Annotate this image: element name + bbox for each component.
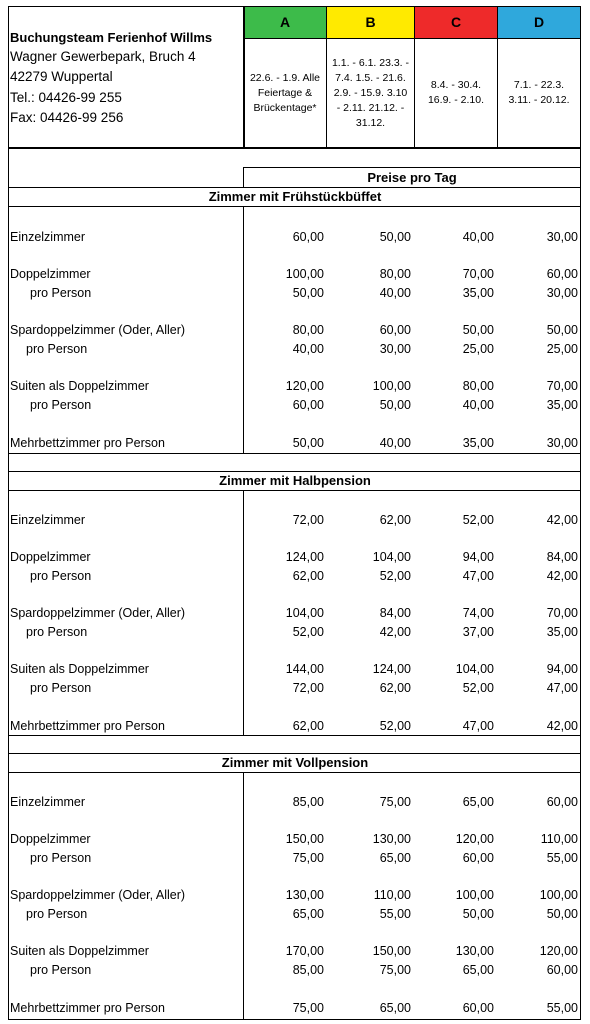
price-cell: 50,00 xyxy=(462,323,494,337)
header-border xyxy=(243,38,581,39)
price-cell: 62,00 xyxy=(379,681,411,695)
row-label: Mehrbettzimmer pro Person xyxy=(10,436,165,450)
season-a-dates xyxy=(244,40,326,146)
price-cell: 42,00 xyxy=(546,513,578,527)
row-label: Suiten als Doppelzimmer xyxy=(10,379,149,393)
header-border xyxy=(243,6,245,147)
price-cell: 70,00 xyxy=(546,606,578,620)
price-cell: 62,00 xyxy=(379,513,411,527)
price-cell: 52,00 xyxy=(292,625,324,639)
price-cell: 84,00 xyxy=(546,550,578,564)
row-label: Spardoppelzimmer (Oder, Aller) xyxy=(10,323,186,337)
price-cell: 72,00 xyxy=(292,681,324,695)
price-cell: 94,00 xyxy=(462,550,494,564)
price-cell: 65,00 xyxy=(462,795,494,809)
season-d-header: D xyxy=(498,7,580,38)
price-cell: 65,00 xyxy=(292,907,324,921)
price-cell: 124,00 xyxy=(285,550,324,564)
price-cell: 110,00 xyxy=(540,832,578,846)
header-border xyxy=(326,6,327,147)
price-cell: 50,00 xyxy=(379,398,411,412)
section-title: Zimmer mit Vollpension xyxy=(221,755,369,770)
price-cell: 65,00 xyxy=(379,851,411,865)
price-cell: 60,00 xyxy=(292,398,324,412)
price-cell: 62,00 xyxy=(292,719,324,733)
season-b-dates-line: 2.9. - 15.9. 3.10 xyxy=(333,86,408,99)
row-label: pro Person xyxy=(30,681,92,695)
price-cell: 30,00 xyxy=(379,342,411,356)
price-cell: 37,00 xyxy=(462,625,494,639)
section-title: Zimmer mit Frühstückbüffet xyxy=(208,189,382,204)
price-cell: 75,00 xyxy=(379,795,411,809)
section-title: Zimmer mit Halbpension xyxy=(219,473,371,488)
row-label: Mehrbettzimmer pro Person xyxy=(10,719,165,733)
header-border xyxy=(243,6,581,7)
row-label: pro Person xyxy=(30,398,92,412)
price-cell: 55,00 xyxy=(379,907,411,921)
price-cell: 52,00 xyxy=(379,719,411,733)
row-label: Spardoppelzimmer (Oder, Aller) xyxy=(10,606,186,620)
company-name: Buchungsteam Ferienhof Willms xyxy=(10,30,213,45)
price-cell: 120,00 xyxy=(455,832,494,846)
season-a-dates-line: Feiertage & xyxy=(257,86,313,99)
price-cell: 50,00 xyxy=(546,323,578,337)
price-cell: 110,00 xyxy=(373,888,411,902)
row-label: Einzelzimmer xyxy=(10,795,86,809)
row-label: Doppelzimmer xyxy=(10,832,91,846)
price-cell: 104,00 xyxy=(372,550,411,564)
season-b-dates-line: 1.1. - 6.1. 23.3. - xyxy=(331,56,410,69)
price-cell: 50,00 xyxy=(292,286,324,300)
price-cell: 30,00 xyxy=(546,230,578,244)
price-cell: 124,00 xyxy=(372,662,411,676)
season-b-dates-line: - 2.11. 21.12. - xyxy=(336,101,405,114)
price-cell: 130,00 xyxy=(455,944,494,958)
row-label: pro Person xyxy=(30,851,92,865)
price-cell: 100,00 xyxy=(539,888,578,902)
price-cell: 30,00 xyxy=(546,286,578,300)
season-d-dates xyxy=(498,40,580,146)
header-border xyxy=(414,6,415,147)
season-c-dates xyxy=(415,40,497,146)
price-cell: 52,00 xyxy=(379,569,411,583)
price-cell: 35,00 xyxy=(546,625,578,639)
season-c-dates-line: 16.9. - 2.10. xyxy=(427,94,485,106)
price-cell: 62,00 xyxy=(292,569,324,583)
price-cell: 130,00 xyxy=(372,832,411,846)
price-cell: 144,00 xyxy=(285,662,324,676)
table-border xyxy=(8,149,9,1019)
price-cell: 70,00 xyxy=(462,267,494,281)
season-d-dates-line: 7.1. - 22.3. xyxy=(513,79,565,91)
price-cell: 75,00 xyxy=(379,963,411,977)
price-cell: 104,00 xyxy=(455,662,494,676)
price-cell: 100,00 xyxy=(285,267,324,281)
price-cell: 60,00 xyxy=(462,851,494,865)
contact-street: Wagner Gewerbepark, Bruch 4 xyxy=(10,49,196,64)
price-cell: 35,00 xyxy=(462,286,494,300)
price-cell: 100,00 xyxy=(455,888,494,902)
price-cell: 47,00 xyxy=(462,719,494,733)
header-border xyxy=(8,147,581,149)
row-label: pro Person xyxy=(30,569,92,583)
section-border xyxy=(8,453,581,454)
section-border xyxy=(8,490,581,491)
price-cell: 35,00 xyxy=(546,398,578,412)
row-label: Suiten als Doppelzimmer xyxy=(10,944,149,958)
season-a-dates-line: 22.6. - 1.9. Alle xyxy=(249,71,321,84)
header-border xyxy=(497,6,498,147)
price-cell: 40,00 xyxy=(462,230,494,244)
price-cell: 40,00 xyxy=(379,286,411,300)
price-cell: 65,00 xyxy=(379,1001,411,1015)
prices-header: Preise pro Tag xyxy=(367,170,457,185)
season-b-dates xyxy=(327,40,414,146)
price-cell: 50,00 xyxy=(546,907,578,921)
row-label: Einzelzimmer xyxy=(10,230,86,244)
table-border xyxy=(580,149,581,1019)
price-cell: 60,00 xyxy=(379,323,411,337)
price-cell: 42,00 xyxy=(546,719,578,733)
row-label: Doppelzimmer xyxy=(10,267,91,281)
price-cell: 60,00 xyxy=(546,267,578,281)
price-cell: 50,00 xyxy=(292,436,324,450)
price-cell: 25,00 xyxy=(462,342,494,356)
price-cell: 55,00 xyxy=(546,1001,578,1015)
price-cell: 55,00 xyxy=(546,851,578,865)
season-b-header: B xyxy=(327,7,414,38)
row-label: pro Person xyxy=(26,907,88,921)
price-cell: 52,00 xyxy=(462,513,494,527)
price-cell: 40,00 xyxy=(462,398,494,412)
price-cell: 52,00 xyxy=(462,681,494,695)
price-cell: 70,00 xyxy=(546,379,578,393)
season-c-header: C xyxy=(415,7,497,38)
price-cell: 42,00 xyxy=(379,625,411,639)
prices-header-border xyxy=(243,167,581,168)
row-label: Suiten als Doppelzimmer xyxy=(10,662,149,676)
price-cell: 100,00 xyxy=(372,379,411,393)
price-cell: 130,00 xyxy=(285,888,324,902)
season-a-dates-line: Brückentage* xyxy=(253,101,317,114)
price-cell: 84,00 xyxy=(379,606,411,620)
price-cell: 104,00 xyxy=(285,606,324,620)
price-cell: 170,00 xyxy=(285,944,324,958)
price-cell: 72,00 xyxy=(292,513,324,527)
price-cell: 40,00 xyxy=(379,436,411,450)
price-cell: 94,00 xyxy=(546,662,578,676)
section-border xyxy=(243,206,244,453)
price-cell: 50,00 xyxy=(462,907,494,921)
price-cell: 75,00 xyxy=(292,851,324,865)
season-b-dates-line: 31.12. xyxy=(355,116,386,129)
header-border xyxy=(8,6,9,147)
season-c-dates-line: 8.4. - 30.4. xyxy=(430,79,482,91)
price-cell: 35,00 xyxy=(462,436,494,450)
price-cell: 74,00 xyxy=(462,606,494,620)
price-cell: 85,00 xyxy=(292,795,324,809)
price-cell: 120,00 xyxy=(285,379,324,393)
price-cell: 75,00 xyxy=(292,1001,324,1015)
price-cell: 60,00 xyxy=(462,1001,494,1015)
row-label: pro Person xyxy=(30,286,92,300)
price-cell: 60,00 xyxy=(292,230,324,244)
price-cell: 150,00 xyxy=(285,832,324,846)
price-cell: 42,00 xyxy=(546,569,578,583)
row-label: pro Person xyxy=(26,342,88,356)
header-border xyxy=(580,6,581,147)
price-cell: 30,00 xyxy=(546,436,578,450)
price-cell: 65,00 xyxy=(462,963,494,977)
contact-fax: Fax: 04426-99 256 xyxy=(10,110,124,125)
season-d-dates-line: 3.11. - 20.12. xyxy=(508,94,570,106)
section-border xyxy=(243,772,244,1019)
price-cell: 25,00 xyxy=(546,342,578,356)
row-label: Einzelzimmer xyxy=(10,513,86,527)
contact-phone: Tel.: 04426-99 255 xyxy=(10,90,122,105)
season-a-header: A xyxy=(244,7,326,38)
price-cell: 50,00 xyxy=(379,230,411,244)
row-label: Mehrbettzimmer pro Person xyxy=(10,1001,165,1015)
season-b-dates-line: 7.4. 1.5. - 21.6. xyxy=(335,71,406,84)
row-label: Spardoppelzimmer (Oder, Aller) xyxy=(10,888,186,902)
price-cell: 150,00 xyxy=(372,944,411,958)
price-cell: 80,00 xyxy=(462,379,494,393)
price-cell: 80,00 xyxy=(292,323,324,337)
section-border xyxy=(243,490,244,735)
row-label: pro Person xyxy=(30,963,92,977)
table-border xyxy=(8,1019,581,1020)
contact-city: 42279 Wuppertal xyxy=(10,69,113,84)
price-cell: 60,00 xyxy=(546,795,578,809)
price-cell: 80,00 xyxy=(379,267,411,281)
price-cell: 47,00 xyxy=(546,681,578,695)
header-border xyxy=(8,6,243,7)
price-cell: 85,00 xyxy=(292,963,324,977)
section-border xyxy=(8,206,581,207)
row-label: pro Person xyxy=(26,625,88,639)
section-border xyxy=(8,735,581,736)
price-cell: 120,00 xyxy=(539,944,578,958)
row-label: Doppelzimmer xyxy=(10,550,91,564)
price-cell: 60,00 xyxy=(546,963,578,977)
section-border xyxy=(8,772,581,773)
price-cell: 47,00 xyxy=(462,569,494,583)
price-cell: 40,00 xyxy=(292,342,324,356)
